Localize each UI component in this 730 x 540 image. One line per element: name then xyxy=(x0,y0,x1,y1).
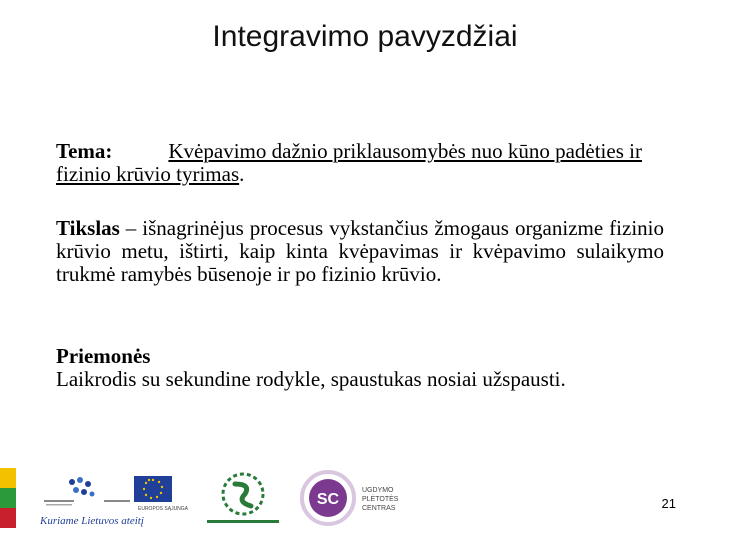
topic-end: . xyxy=(239,162,245,186)
topic-label: Tema: xyxy=(56,139,113,163)
vsc-initials: SC xyxy=(316,491,340,508)
tools-paragraph xyxy=(56,345,664,391)
goal-text: – išnagrinėjus procesus vykstančius žmogaus organizme fizinio krūvio metu, ištirti, kaip kinta kvėpavimas ir kvėpavimo sulaikymo trukmė ramybės būsenoje ir po fizinio krūvio. xyxy=(56,216,664,286)
vsc-name-1: UGDYMO xyxy=(362,487,394,494)
slide-title: Integravimo pavyzdžiai xyxy=(212,20,518,53)
esf-logo xyxy=(34,470,189,528)
goal-label: Tikslas xyxy=(56,216,120,240)
topic-text: Kvėpavimo dažnio priklausomybės nuo kūno padėties ir fizinio krūvio tyrimas xyxy=(56,139,642,186)
tools-text: Laikrodis su sekundine rodykle, spaustukas nosiai užspausti. xyxy=(56,367,566,391)
page-number: 21 xyxy=(661,496,676,511)
eu-org-label: EUROPOS SĄJUNGA xyxy=(138,506,189,512)
esf-slogan: Kuriame Lietuvos ateitį xyxy=(40,515,144,527)
vsc-name-2: PLĖTOTĖS xyxy=(362,496,399,503)
vsc-logo xyxy=(298,470,428,528)
tools-label: Priemonės xyxy=(56,344,151,368)
topic-paragraph xyxy=(56,140,664,186)
green-emblem-icon xyxy=(223,474,263,514)
flag-stripe xyxy=(0,468,16,528)
goal-paragraph xyxy=(56,217,664,286)
ministry-emblem xyxy=(205,470,281,528)
vsc-name-3: CENTRAS xyxy=(362,505,396,512)
eu-flag-icon xyxy=(134,476,172,502)
